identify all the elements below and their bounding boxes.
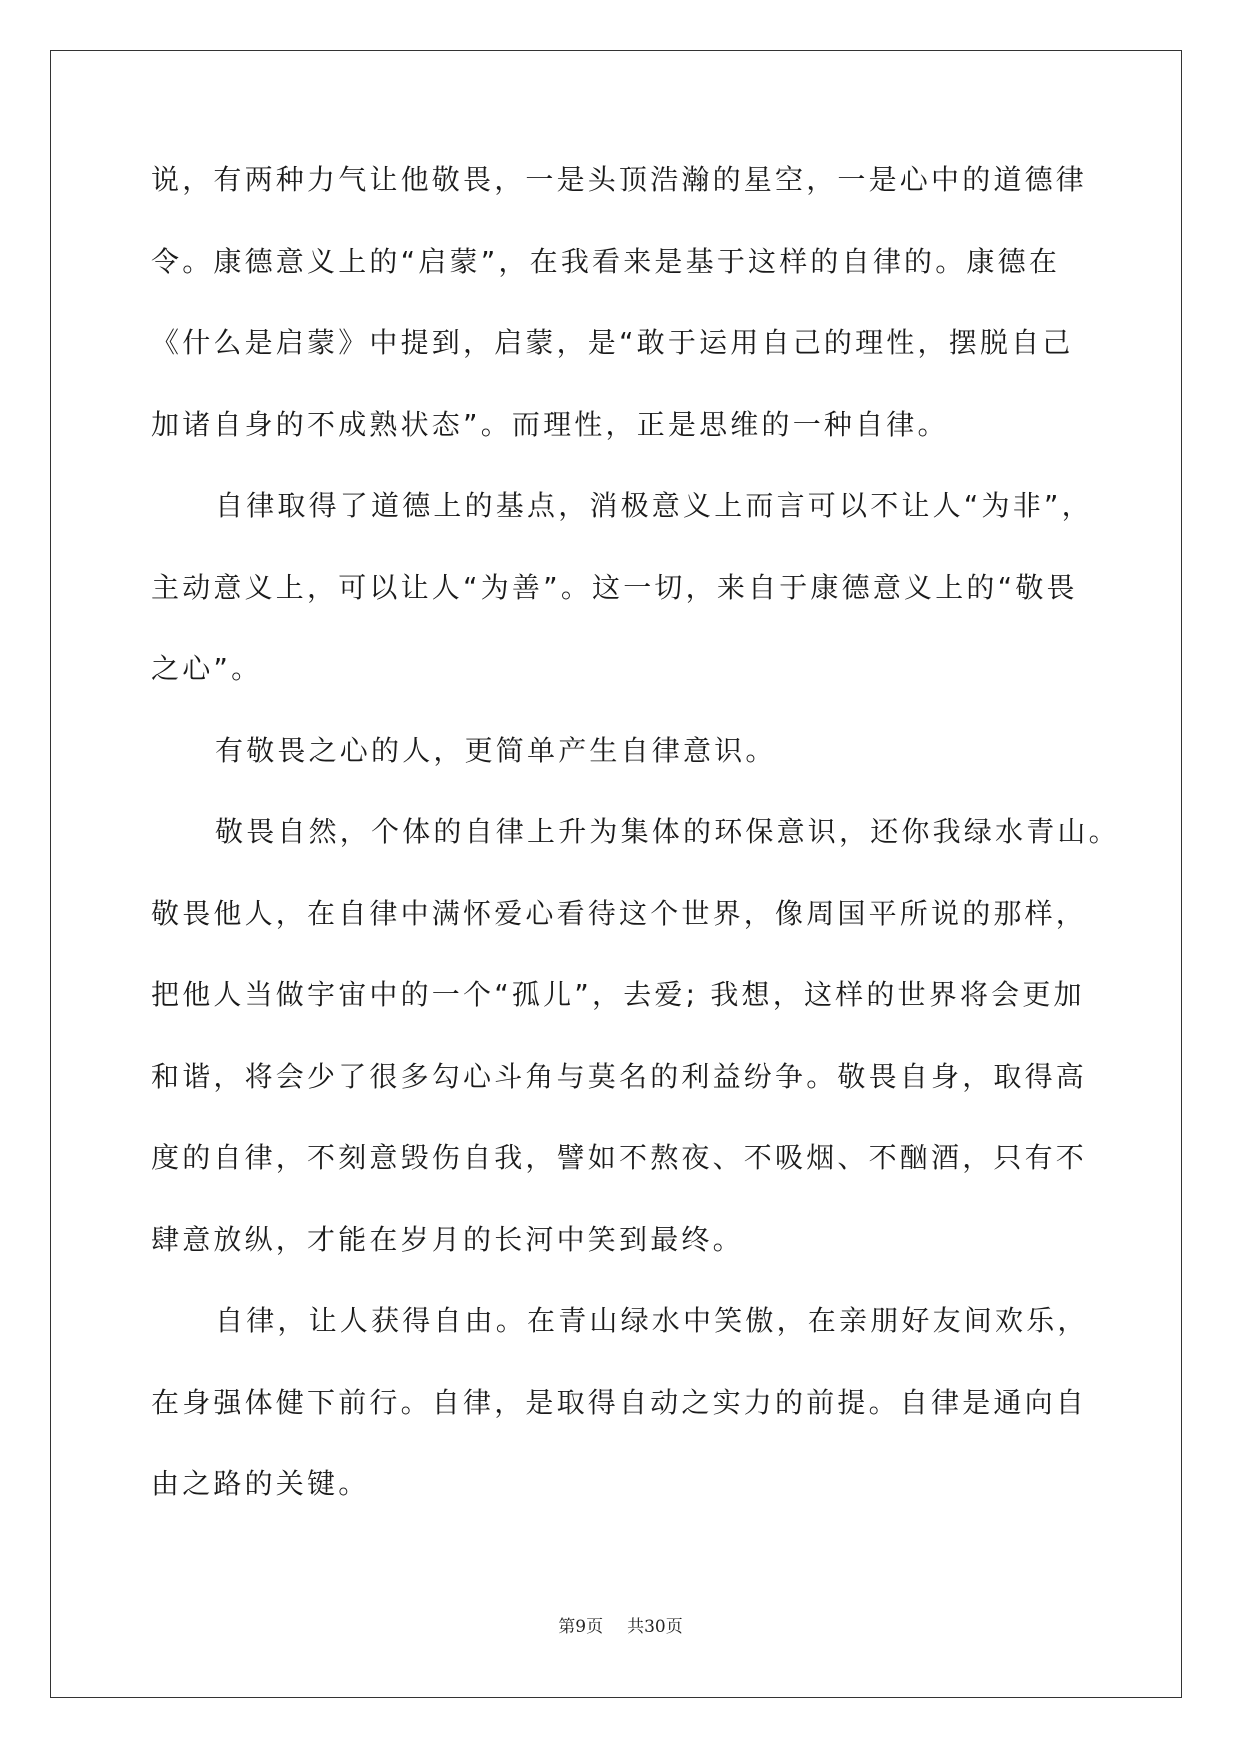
text-line: 自律，让人获得自由。在青山绿水中笑傲，在亲朋好友间欢乐， bbox=[215, 1304, 1089, 1337]
total-pages-label: 共30页 bbox=[627, 1617, 683, 1637]
current-page-label: 第9页 bbox=[558, 1617, 604, 1637]
text-line: 在身强体健下前行。自律，是取得自动之实力的前提。自律是通向自 bbox=[151, 1385, 1088, 1419]
text-line: 令。康德意义上的“启蒙”，在我看来是基于这样的自律的。康德在 bbox=[151, 244, 1061, 278]
text-line: 和谐，将会少了很多勾心斗角与莫名的利益纷争。敬畏自身，取得高 bbox=[151, 1059, 1088, 1093]
text-line: 说，有两种力气让他敬畏，一是头顶浩瀚的星空，一是心中的道德律 bbox=[151, 163, 1088, 196]
text-line: 肆意放纵，才能在岁月的长河中笑到最终。 bbox=[151, 1222, 744, 1256]
text-line: 敬畏自然，个体的自律上升为集体的环保意识，还你我绿水青山。 bbox=[215, 815, 1120, 848]
text-line: 把他人当做宇宙中的一个“孤儿”，去爱; 我想，这样的世界将会更加 bbox=[151, 978, 1085, 1011]
text-line: 有敬畏之心的人，更简单产生自律意识。 bbox=[215, 733, 777, 767]
text-line: 《什么是启蒙》中提到，启蒙，是“敢于运用自己的理性，摆脱自己 bbox=[151, 326, 1074, 359]
text-line: 度的自律，不刻意毁伤自我，譬如不熬夜、不吸烟、不酗酒，只有不 bbox=[151, 1141, 1088, 1174]
text-line: 由之路的关键。 bbox=[151, 1467, 370, 1500]
text-line: 之心”。 bbox=[151, 652, 263, 685]
text-line: 敬畏他人，在自律中满怀爱心看待这个世界，像周国平所说的那样， bbox=[151, 896, 1088, 930]
text-line: 主动意义上，可以让人“为善”。这一切，来自于康德意义上的“敬畏 bbox=[151, 570, 1078, 604]
text-line: 加诸自身的不成熟状态”。而理性，正是思维的一种自律。 bbox=[151, 407, 949, 441]
document-body bbox=[151, 158, 1120, 1544]
text-line: 自律取得了道德上的基点，消极意义上而言可以不让人“为非”， bbox=[215, 489, 1093, 522]
page-footer bbox=[0, 1612, 1241, 1637]
